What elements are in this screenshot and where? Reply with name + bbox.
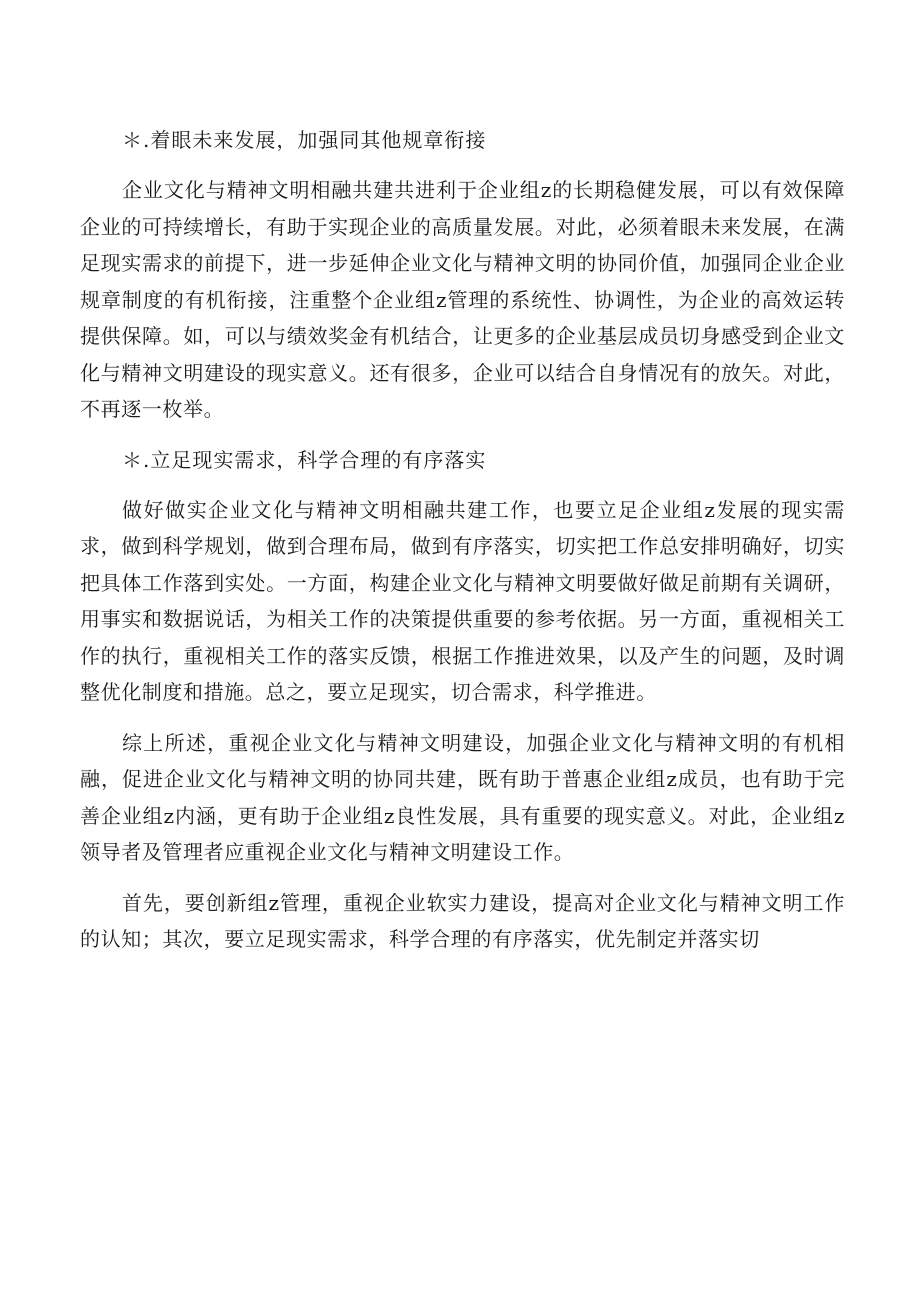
- body-paragraph: 企业文化与精神文明相融共建共进利于企业组z的长期稳健发展，可以有效保障企业的可持续增长，有助于实现企业的高质量发展。对此，必须着眼未来发展，在满足现实需求的前提下，进一步延伸企业文化与精神文明的协同价值，加强同企业企业规章制度的有机衔接，注重整个企业组z管理的系统性、协调性，为企业的高效运转提供保障。如，可以与绩效奖金有机结合，让更多的企业基层成员切身感受到企业文化与精神文明建设的现实意义。还有很多，企业可以结合自身情况有的放矢。对此，不再逐一枚举。: [80, 178, 845, 421]
- section-heading: ＊.立足现实需求，科学合理的有序落实: [122, 447, 487, 472]
- conclusion-paragraph: 综上所述，重视企业文化与精神文明建设，加强企业文化与精神文明的有机相融，促进企业文化与精神文明的协同共建，既有助于普惠企业组z成员，也有助于完善企业组z内涵，更有助于企业组z良性发展，具有重要的现实意义。对此，企业组z领导者及管理者应重视企业文化与精神文明建设工作。: [80, 730, 845, 864]
- conclusion-paragraph: 首先，要创新组z管理，重视企业软实力建设，提高对企业文化与精神文明工作的认知；其次，要立足现实需求，科学合理的有序落实，优先制定并落实切: [80, 890, 845, 951]
- body-paragraph: 做好做实企业文化与精神文明相融共建工作，也要立足企业组z发展的现实需求，做到科学规划，做到合理布局，做到有序落实，切实把工作总安排明确好，切实把具体工作落到实处。一方面，构建企业文化与精神文明要做好做足前期有关调研，用事实和数据说话，为相关工作的决策提供重要的参考依据。另一方面，重视相关工作的执行，重视相关工作的落实反馈，根据工作推进效果，以及产生的问题，及时调整优化制度和措施。总之，要立足现实，切合需求，科学推进。: [80, 497, 845, 704]
- document-body: [80, 122, 845, 972]
- section-heading: ＊.着眼未来发展，加强同其他规章衔接: [122, 128, 487, 152]
